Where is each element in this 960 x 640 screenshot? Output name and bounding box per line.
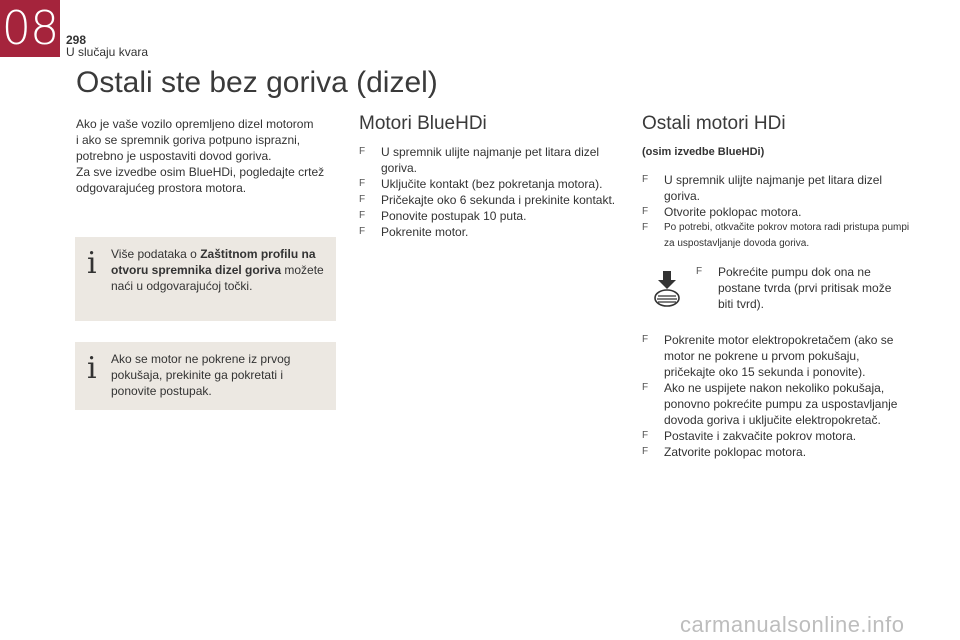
list-item: F Ako ne uspijete nakon nekoliko pokušaja, ponovno pokrećite pumpu za uspostavljanje dovoda goriva i uključite elektropokretač. [642, 381, 898, 427]
list-item: F Postavite i zakvačite pokrov motora. [642, 429, 857, 443]
steps-list [642, 172, 912, 252]
info-box-bold: Zaštitnom profilu na otvoru spremnika dizel goriva [111, 247, 316, 277]
bullet-icon: F [642, 222, 649, 233]
bullet-icon: F [359, 178, 366, 189]
intro-line: Ako je vaše vozilo opremljeno dizel motorom [76, 117, 314, 131]
list-item: F Otvorite poklopac motora. [642, 205, 802, 219]
watermark: carmanualsonline.info [680, 612, 905, 637]
bullet-icon: F [642, 382, 649, 393]
bullet-icon: F [642, 446, 649, 457]
info-icon: i [87, 351, 97, 386]
steps-list [642, 332, 912, 460]
bullet-icon: F [696, 266, 703, 277]
steps-list [359, 144, 619, 240]
bullet-icon: F [642, 334, 649, 345]
list-item: F U spremnik ulijte najmanje pet litara dizel goriva. [642, 173, 883, 203]
info-box-text: Više podataka o Zaštitnom profilu na otvoru spremnika dizel goriva možete naći u odgovarajućoj točki. [111, 247, 324, 293]
info-box-text: Ako se motor ne pokrene iz prvog pokušaja, prekinite ga pokretati i ponovite postupak. [111, 352, 291, 398]
intro-line: Za sve izvedbe osim BlueHDi, pogledajte crtež [76, 165, 325, 179]
intro-line: odgovarajućeg prostora motora. [76, 181, 247, 195]
intro-line: potrebno je uspostaviti dovod goriva. [76, 149, 272, 163]
intro-line: i ako se spremnik goriva potpuno isprazni, [76, 133, 301, 147]
section-subtitle: (osim izvedbe BlueHDi) [642, 146, 765, 158]
section-name: U slučaju kvara [66, 45, 149, 59]
page-number: 298 [66, 33, 87, 47]
bullet-icon: F [359, 210, 366, 221]
page-title: Ostali ste bez goriva (dizel) [76, 66, 438, 99]
hand-pump-icon [652, 270, 682, 308]
chapter-tab: 08 [1, 1, 59, 55]
hdi-section [642, 113, 912, 460]
steps-list [696, 264, 906, 312]
list-item: F Pričekajte oko 6 sekunda i prekinite kontakt. [359, 193, 616, 207]
list-item: F Po potrebi, otkvačite pokrov motora radi pristupa pumpi za uspostavljanje dovoda goriva. [642, 222, 910, 249]
list-item: F Pokrećite pumpu dok ona ne postane tvrda (prvi pritisak može biti tvrd). [696, 265, 892, 311]
list-item: F Zatvorite poklopac motora. [642, 445, 807, 459]
list-item: F Ponovite postupak 10 puta. [359, 209, 527, 223]
bullet-icon: F [642, 206, 649, 217]
list-item: F Pokrenite motor. [359, 225, 469, 239]
section-heading: Ostali motori HDi [642, 113, 786, 134]
info-icon: i [87, 246, 97, 281]
bluehdi-section [359, 113, 619, 240]
info-box-retry [75, 342, 336, 410]
bullet-icon: F [642, 174, 649, 185]
list-item: F Pokrenite motor elektropokretačem (ako se motor ne pokrene u prvom pokušaju, pričekajte oko 15 sekunda i ponovite). [642, 333, 894, 379]
info-box-protective-profile [75, 237, 336, 321]
section-heading: Motori BlueHDi [359, 113, 487, 134]
bullet-icon: F [359, 146, 366, 157]
bullet-icon: F [359, 226, 366, 237]
bullet-icon: F [359, 194, 366, 205]
pump-step [642, 264, 912, 314]
intro-text [76, 116, 336, 196]
bullet-icon: F [642, 430, 649, 441]
list-item: F U spremnik ulijte najmanje pet litara dizel goriva. [359, 145, 600, 175]
list-item: F Uključite kontakt (bez pokretanja motora). [359, 177, 603, 191]
